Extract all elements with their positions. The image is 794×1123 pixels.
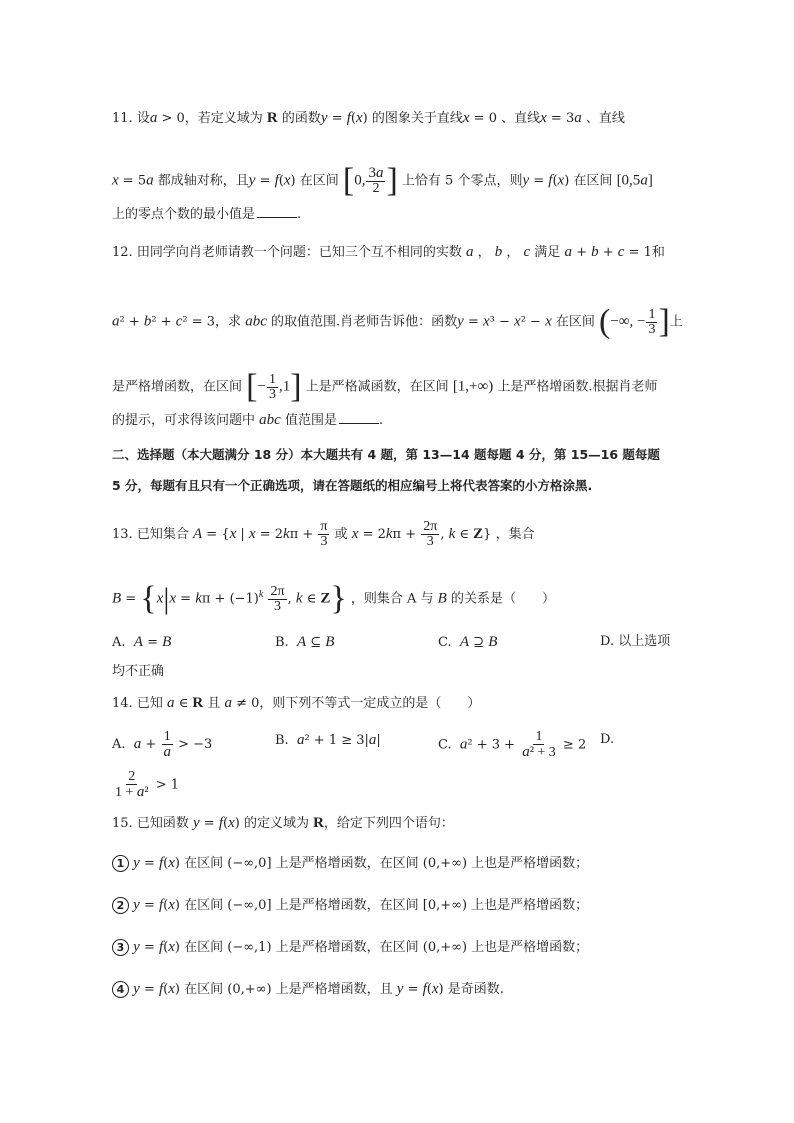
q11-line2: x = 5a 都成轴对称，且y = f(x) 在区间 [0, $\frac{3a}{2}$ ] 上恰有 5 个零点，则y = f(x) 在区间 [0,5a] (112, 162, 653, 199)
q15-number: 15. (112, 816, 133, 831)
q12-line4: 的提示，可求得该问题中 abc 值范围是 . (112, 412, 384, 428)
q13-stem-b: ，集合 (495, 527, 535, 542)
circled-2-icon: 2 (112, 897, 129, 914)
q11-question: 上的零点个数的最小值是 (112, 207, 256, 222)
q13-number: 13. (112, 527, 133, 542)
q13-opt-a[interactable]: A. A = B (112, 634, 172, 650)
q12-line1: 12. 田同学向肖老师请教一个问题：已知三个互不相同的实数 a ， b ， c 满足 a + b + c = 1和 (112, 244, 665, 260)
q11-line3: 上的零点个数的最小值是 . (112, 207, 302, 222)
section2-line1: 二、选择题（本大题满分 18 分）本大题共有 4 题，第 13—14 题每题 4 分，第 15—16 题每题 (112, 447, 660, 462)
q12-number: 12. (112, 245, 133, 260)
q13-stem: 13. 已知集合 A = {x | x = 2kπ + $\frac{\pi}{3}$ 或 x = 2kπ + $\frac{2\pi}{3}$ , k ∈ Z} ，集合 (112, 519, 535, 549)
q13-opt-b[interactable]: B. A ⊆ B (275, 634, 335, 650)
q15-statement-1: 1 y = f(x) 在区间 (−∞,0] 上是严格增函数，在区间 (0,+∞) 上也是严格增函数； (112, 853, 588, 874)
section2-line2: 5 分，每题有且只有一个正确选项，请在答题纸的相应编号上将代表答案的小方格涂黑. (112, 478, 593, 493)
q13-opt-c[interactable]: C. A ⊇ B (438, 634, 498, 650)
q13-opt-d[interactable]: D. 以上选项 (600, 634, 671, 649)
q15-statement-2: 2 y = f(x) 在区间 (−∞,0] 上是严格增函数，在区间 [0,+∞) 上也是严格增函数； (112, 895, 588, 916)
q11-answer-blank[interactable] (257, 205, 297, 218)
q11-number: 11. (112, 111, 133, 126)
q14-opt-d[interactable]: D. (600, 732, 615, 747)
q12-line3: 是严格增函数，在区间 [− $\frac{1}{3}$ ,1] 上是严格减函数，在区间 [1,+∞) 上是严格增函数.根据肖老师 (112, 368, 658, 405)
q14-stem: 14. 已知 a ∈ R 且 a ≠ 0，则下列不等式一定成立的是（ ） (112, 695, 481, 711)
q13-stem-a: 已知集合 (136, 527, 189, 542)
q14-opt-a[interactable]: A. a + $\frac{1}{a}$ > −3 (112, 729, 213, 760)
q15-statement-3: 3 y = f(x) 在区间 (−∞,1) 上是严格增函数，在区间 (0,+∞) 上也是严格增函数； (112, 937, 588, 958)
q12-line2b: 上 (669, 314, 683, 330)
q13-setB-line: $B = \{x|x = k\pi + (-1)^k$ $\frac{2\pi}{3}$ , k ∈ Z} ，则集合 A 与 B 的关系是（ ） (112, 580, 555, 617)
q15-stem: 15. 已知函数 y = f(x) 的定义域为 R，给定下列四个语句： (112, 815, 454, 831)
q12-answer-blank[interactable] (339, 411, 379, 424)
circled-1-icon: 1 (112, 855, 129, 872)
q11-line1: 11. 设a > 0，若定义域为 R 的函数y = f(x) 的图象关于直线x = 0 、直线x = 3a 、直线 (112, 110, 625, 126)
circled-4-icon: 4 (112, 981, 129, 998)
q14-number: 14. (112, 696, 133, 711)
q15-statement-4: 4 y = f(x) 在区间 (0,+∞) 上是严格增函数，且 y = f(x) 是奇函数. (112, 979, 504, 1000)
q14-opt-c[interactable]: C. a² + 3 + $\frac{1}{\text{a² + 3}}$ ≥ 2 (438, 729, 587, 760)
q13-opt-d-cont: 均不正确 (112, 664, 165, 679)
q12-line3a: 是严格增函数，在区间 (112, 379, 243, 395)
q14-opt-d-cont: $\frac{2}{\text{1 + a²}}$ > 1 (115, 769, 180, 800)
q12-line2: a² + b² + c² = 3，求 abc 的取值范围.肖老师告诉他：函数y = x³ − x² − x 在区间 (−∞, − $\frac{1}{3}$ ]上 (112, 303, 683, 340)
circled-3-icon: 3 (112, 939, 129, 956)
q14-opt-b[interactable]: B. a² + 1 ≥ 3|a| (275, 732, 381, 748)
